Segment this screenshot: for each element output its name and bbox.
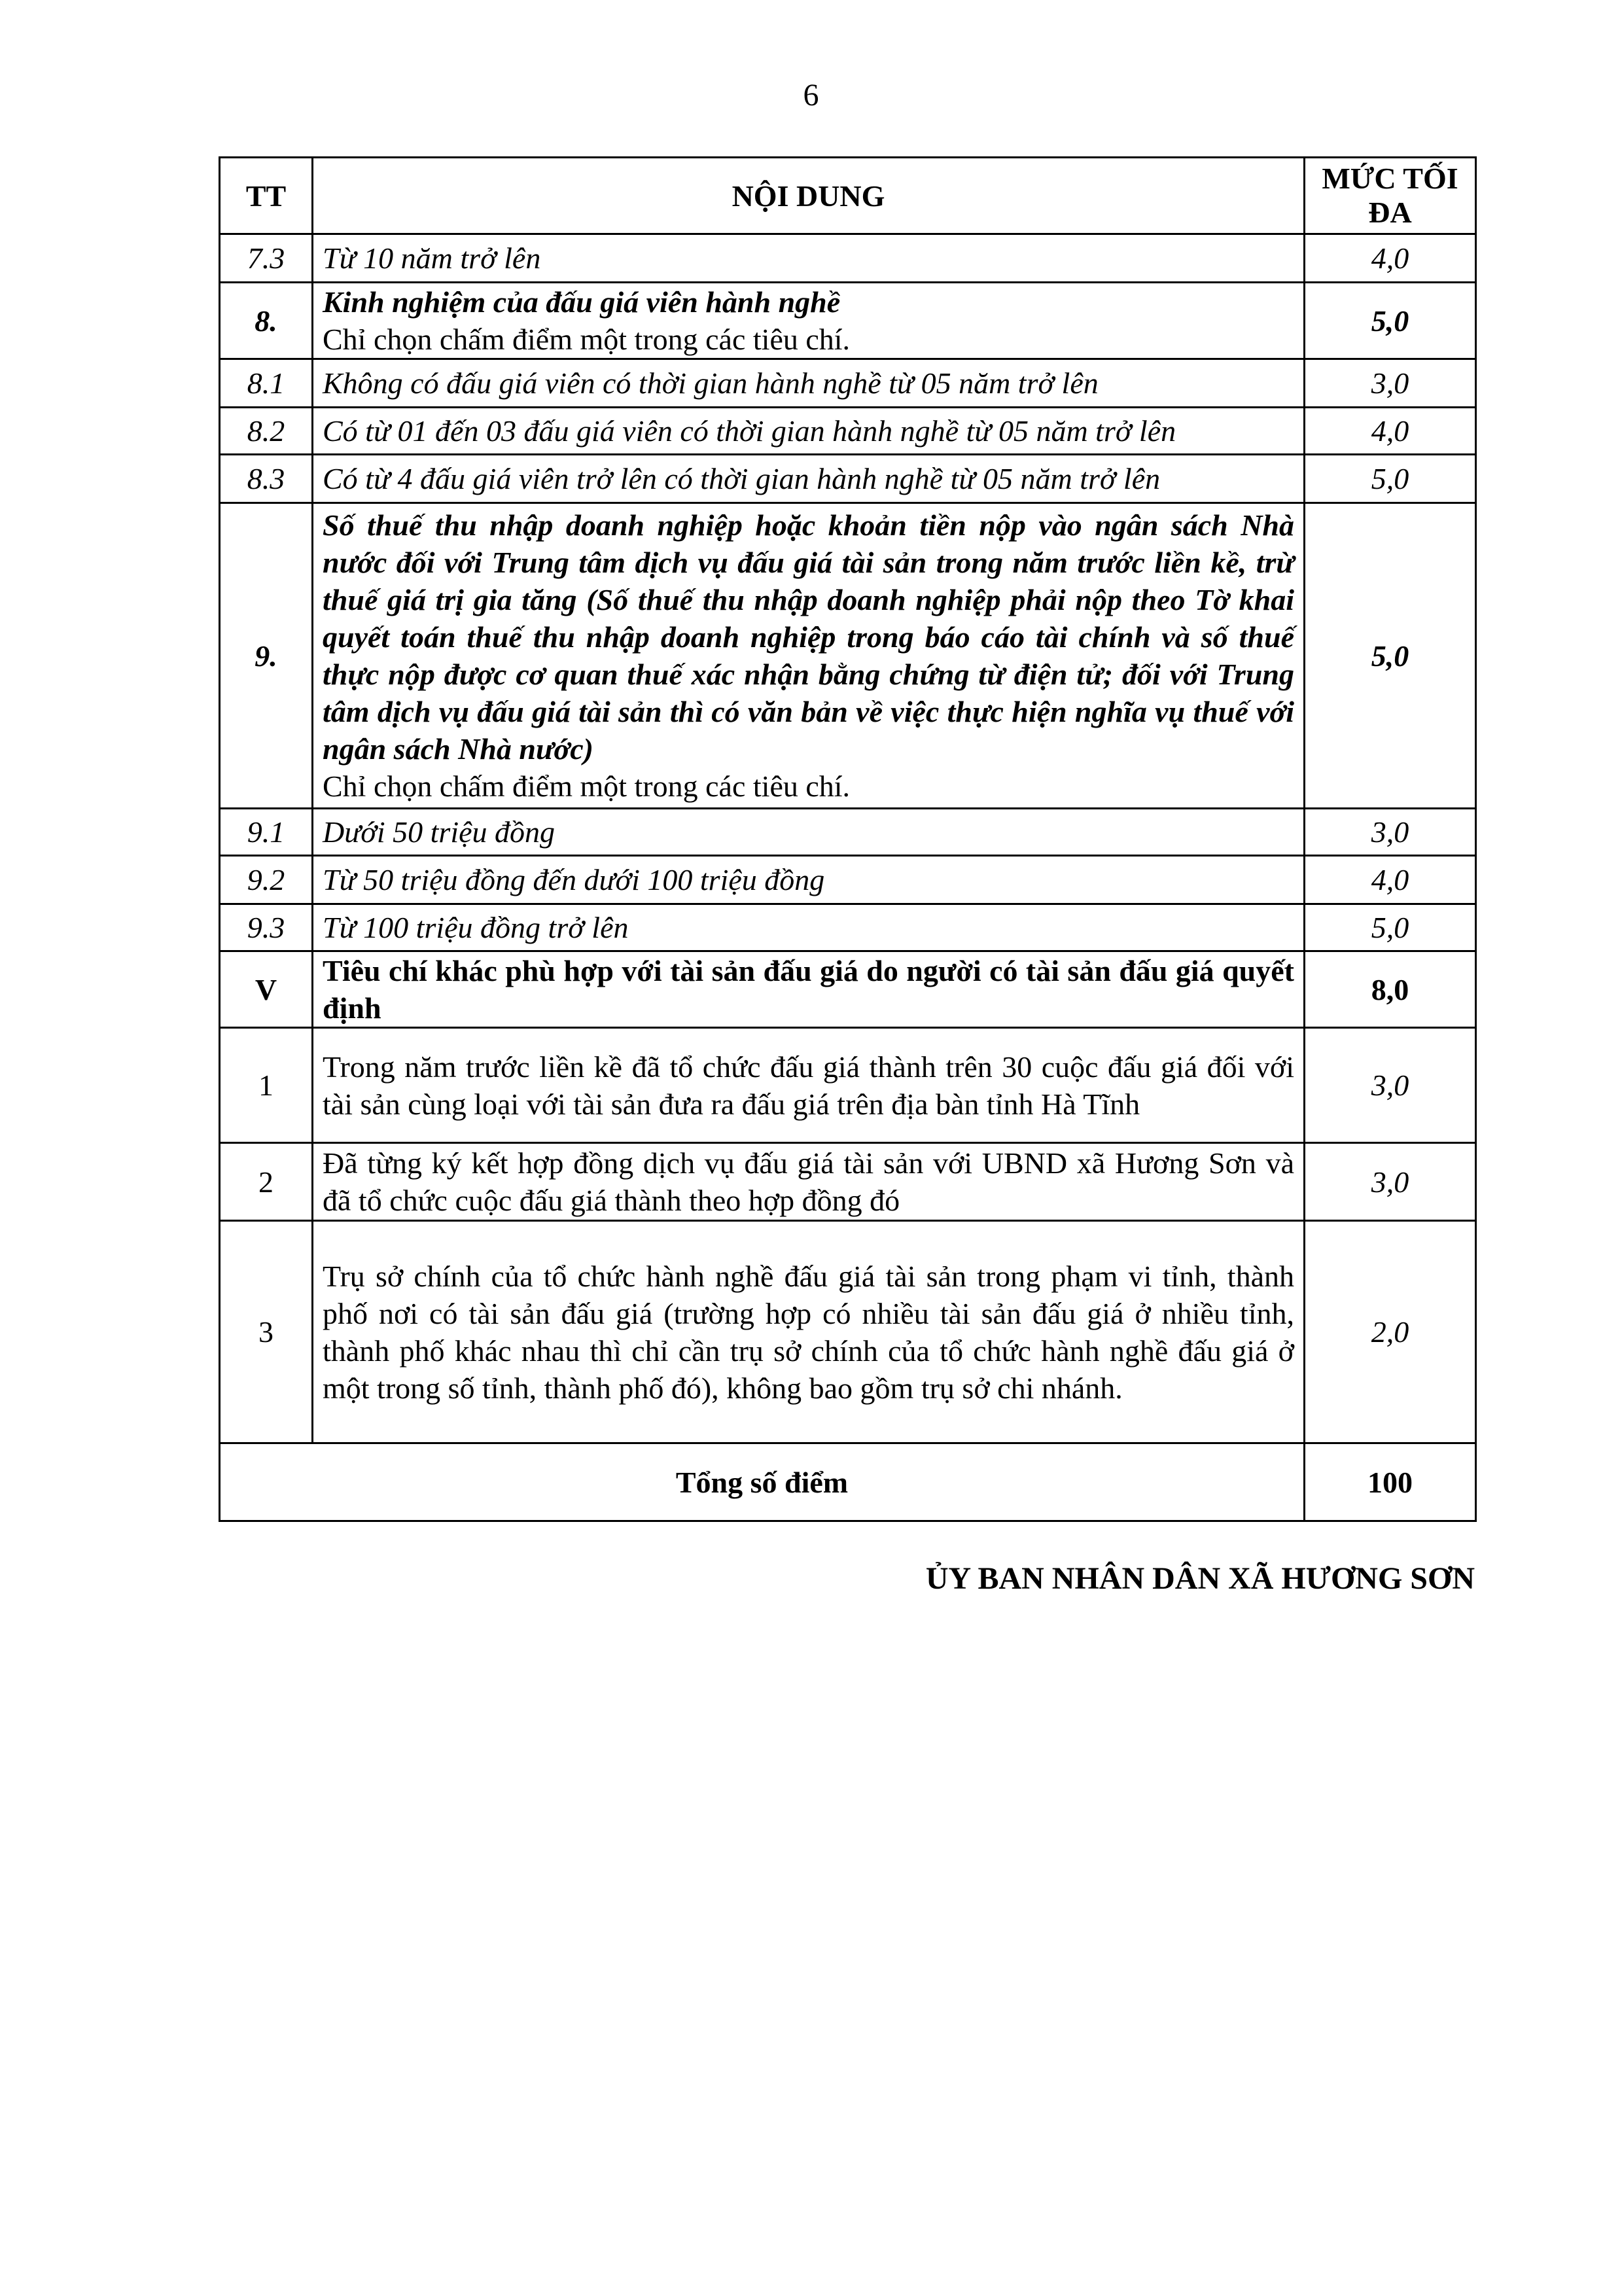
- table-row: [220, 1028, 1476, 1143]
- row-content: Không có đấu giá viên có thời gian hành nghề từ 05 năm trở lên: [323, 366, 1099, 400]
- row-number: 3: [220, 1221, 313, 1443]
- row-content-cell: [313, 1221, 1305, 1443]
- row-max-score: 5,0: [1305, 904, 1476, 951]
- row-content-cell: [313, 503, 1305, 809]
- total-row: [220, 1443, 1476, 1521]
- row-content-cell: [313, 359, 1305, 408]
- row-content: Có từ 4 đấu giá viên trở lên có thời gian hành nghề từ 05 năm trở lên: [323, 462, 1161, 495]
- row-max-score: 4,0: [1305, 234, 1476, 283]
- table-row: [220, 951, 1476, 1028]
- table-row: [220, 455, 1476, 503]
- row-number: 1: [220, 1028, 313, 1143]
- total-value: 100: [1305, 1443, 1476, 1521]
- total-label: Tổng số điểm: [220, 1443, 1305, 1521]
- table-row: [220, 234, 1476, 283]
- table-row: [220, 503, 1476, 809]
- row-max-score: 2,0: [1305, 1221, 1476, 1443]
- row-number: 8.1: [220, 359, 313, 408]
- row-max-score: 5,0: [1305, 455, 1476, 503]
- row-content: Trong năm trước liền kề đã tổ chức đấu giá thành trên 30 cuộc đấu giá đối với tài sản cùng loại với tài sản đưa ra đấu giá trên địa bàn tỉnh Hà Tĩnh: [323, 1050, 1294, 1121]
- row-content-cell: [313, 856, 1305, 904]
- row-number: 8.3: [220, 455, 313, 503]
- table-row: [220, 359, 1476, 408]
- table-row: [220, 408, 1476, 455]
- row-note: Chỉ chọn chấm điểm một trong các tiêu chí.: [323, 323, 851, 356]
- table-row: [220, 904, 1476, 951]
- table-row: [220, 1143, 1476, 1221]
- row-max-score: 5,0: [1305, 283, 1476, 359]
- row-content-cell: [313, 951, 1305, 1028]
- row-number: 9.: [220, 503, 313, 809]
- row-content: Số thuế thu nhập doanh nghiệp hoặc khoản tiền nộp vào ngân sách Nhà nước đối với Trung tâm dịch vụ đấu giá tài sản trong năm trước liền kề, trừ thuế giá trị gia tăng (Số thuế thu nhập doanh nghiệp phải nộp theo Tờ khai quyết toán thuế thu nhập doanh nghiệp trong báo cáo tài chính và số thuế thực nộp được cơ quan thuế xác nhận bằng chứng từ điện tử; đối với Trung tâm dịch vụ đấu giá tài sản thì có văn bản về việc thực hiện nghĩa vụ thuế với ngân sách Nhà nước): [323, 508, 1294, 766]
- row-content: Kinh nghiệm của đấu giá viên hành nghề: [323, 285, 841, 319]
- row-max-score: 5,0: [1305, 503, 1476, 809]
- table-header-row: [220, 158, 1476, 234]
- row-content-cell: [313, 234, 1305, 283]
- table-row: [220, 809, 1476, 856]
- row-content: Tiêu chí khác phù hợp với tài sản đấu giá do người có tài sản đấu giá quyết định: [323, 954, 1294, 1025]
- row-content-cell: [313, 1143, 1305, 1221]
- page-number: 6: [803, 78, 819, 113]
- row-max-score: 3,0: [1305, 359, 1476, 408]
- row-content-cell: [313, 904, 1305, 951]
- scoring-table: [219, 156, 1477, 1522]
- row-number: 9.2: [220, 856, 313, 904]
- row-max-score: 8,0: [1305, 951, 1476, 1028]
- row-number: V: [220, 951, 313, 1028]
- row-content: Từ 50 triệu đồng đến dưới 100 triệu đồng: [323, 863, 825, 896]
- row-content: Có từ 01 đến 03 đấu giá viên có thời gian hành nghề từ 05 năm trở lên: [323, 414, 1176, 448]
- row-content-cell: [313, 283, 1305, 359]
- header-tt: TT: [220, 158, 313, 234]
- row-max-score: 3,0: [1305, 1143, 1476, 1221]
- row-number: 9.3: [220, 904, 313, 951]
- row-number: 7.3: [220, 234, 313, 283]
- row-content: Dưới 50 triệu đồng: [323, 815, 555, 849]
- row-content: Trụ sở chính của tổ chức hành nghề đấu giá tài sản trong phạm vi tỉnh, thành phố nơi có tài sản đấu giá (trường hợp có nhiều tài sản đấu giá ở nhiều tỉnh, thành phố khác nhau thì chỉ cần trụ sở chính của tổ chức hành nghề đấu giá ở một trong số tỉnh, thành phố đó), không bao gồm trụ sở chi nhánh.: [323, 1259, 1294, 1405]
- header-max: MỨC TỐI ĐA: [1305, 158, 1476, 234]
- row-content-cell: [313, 455, 1305, 503]
- table-row: [220, 283, 1476, 359]
- row-number: 8.2: [220, 408, 313, 455]
- row-content-cell: [313, 809, 1305, 856]
- row-content: Từ 100 triệu đồng trở lên: [323, 911, 629, 944]
- row-content-cell: [313, 408, 1305, 455]
- row-max-score: 4,0: [1305, 856, 1476, 904]
- row-max-score: 3,0: [1305, 1028, 1476, 1143]
- row-number: 2: [220, 1143, 313, 1221]
- row-content: Từ 10 năm trở lên: [323, 241, 541, 275]
- row-max-score: 4,0: [1305, 408, 1476, 455]
- row-content: Đã từng ký kết hợp đồng dịch vụ đấu giá tài sản với UBND xã Hương Sơn và đã tổ chức cuộc đấu giá thành theo hợp đồng đó: [323, 1146, 1294, 1217]
- header-content: NỘI DUNG: [313, 158, 1305, 234]
- row-number: 8.: [220, 283, 313, 359]
- row-number: 9.1: [220, 809, 313, 856]
- row-content-cell: [313, 1028, 1305, 1143]
- signature-authority: ỦY BAN NHÂN DÂN XÃ HƯƠNG SƠN: [925, 1561, 1475, 1596]
- table-row: [220, 856, 1476, 904]
- row-note: Chỉ chọn chấm điểm một trong các tiêu chí.: [323, 769, 851, 803]
- table-row: [220, 1221, 1476, 1443]
- row-max-score: 3,0: [1305, 809, 1476, 856]
